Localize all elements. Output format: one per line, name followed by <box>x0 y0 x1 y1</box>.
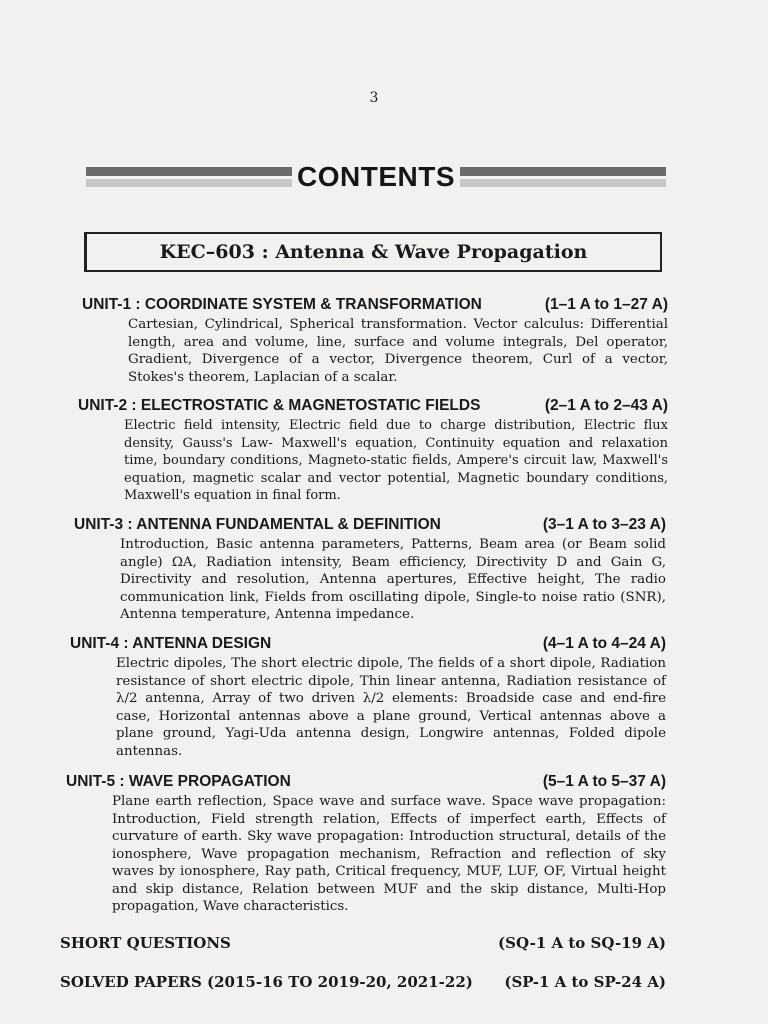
solved-papers-row <box>60 973 666 991</box>
left-decorative-bar <box>86 167 292 187</box>
unit-page-range: (2–1 A to 2–43 A) <box>544 397 668 414</box>
unit-description: Electric field intensity, Electric field due to charge distribution, Electric flux density, Gauss's Law- Maxwell's equation, Continuity equation and relaxation time, boundary conditions, Magneto-static fields, Ampere's circuit law, Maxwell's equation, magnetic scalar and vector potential, Magnetic boundary conditions, Maxwell's equation in final form. <box>124 418 668 503</box>
unit-description: Cartesian, Cylindrical, Spherical transformation. Vector calculus: Differential length, area and volume, line, surface and volume integrals, Del operator, Gradient, Divergence of a vector, Divergence theorem, Curl of a vector, Stokes's theorem, Laplacian of a scalar. <box>128 317 668 385</box>
contents-header <box>86 160 666 194</box>
unit-description: Introduction, Basic antenna parameters, Patterns, Beam area (or Beam solid angle) ΩA, Radiation intensity, Beam efficiency, Directivity D and Gain G, Directivity and resolution, Antenna apertures, Effective height, The radio communication link, Fields from oscillating dipole, Single-to noise ratio (SNR), Antenna temperature, Antenna impedance. <box>120 537 666 622</box>
unit-4 <box>70 635 666 760</box>
subject-title: KEC–603 : Antenna & Wave Propagation <box>159 241 588 263</box>
subject-title-box <box>84 232 662 272</box>
solved-papers-label: SOLVED PAPERS (2015-16 TO 2019-20, 2021-22) <box>60 973 473 991</box>
unit-page-range: (1–1 A to 1–27 A) <box>544 296 668 313</box>
unit-title: UNIT-1 : COORDINATE SYSTEM & TRANSFORMATION <box>82 296 482 313</box>
short-questions-row <box>60 934 666 952</box>
unit-3 <box>74 516 666 624</box>
unit-title: UNIT-3 : ANTENNA FUNDAMENTAL & DEFINITION <box>74 516 441 533</box>
unit-page-range: (3–1 A to 3–23 A) <box>542 516 666 533</box>
contents-title: CONTENTS <box>297 161 455 192</box>
unit-page-range: (4–1 A to 4–24 A) <box>542 635 666 652</box>
unit-title: UNIT-2 : ELECTROSTATIC & MAGNETOSTATIC FIELDS <box>78 397 481 414</box>
right-decorative-bar <box>460 167 666 187</box>
unit-title: UNIT-4 : ANTENNA DESIGN <box>70 635 272 652</box>
unit-description: Plane earth reflection, Space wave and surface wave. Space wave propagation: Introduction, Field strength relation, Effects of imperfect earth, Effects of curvature of earth. Sky wave propagation: Introduction structural, details of the ionosphere, Wave propagation mechanism, Refraction and reflection of sky waves by ionosphere, Ray path, Critical frequency, MUF, LUF, OF, Virtual height and skip distance, Relation between MUF and the skip distance, Multi-Hop propagation, Wave characteristics. <box>112 794 666 914</box>
unit-page-range: (5–1 A to 5–37 A) <box>542 773 666 790</box>
unit-5 <box>66 773 666 916</box>
unit-description: Electric dipoles, The short electric dipole, The fields of a short dipole, Radiation resistance of short electric dipole, Thin linear antenna, Radiation resistance of λ/2 antenna, Array of two driven λ/2 elements: Broadside case and end-fire case, Horizontal antennas above a plane ground, Vertical antennas above a plane ground, Yagi-Uda antenna design, Longwire antennas, Folded dipole antennas. <box>116 656 666 759</box>
page-number: 3 <box>369 90 379 106</box>
solved-papers-range: (SP-1 A to SP-24 A) <box>504 973 666 991</box>
unit-1 <box>82 296 668 386</box>
short-questions-label: SHORT QUESTIONS <box>60 934 231 952</box>
unit-title: UNIT-5 : WAVE PROPAGATION <box>66 773 291 790</box>
unit-2 <box>78 397 668 505</box>
short-questions-range: (SQ-1 A to SQ-19 A) <box>498 934 666 952</box>
